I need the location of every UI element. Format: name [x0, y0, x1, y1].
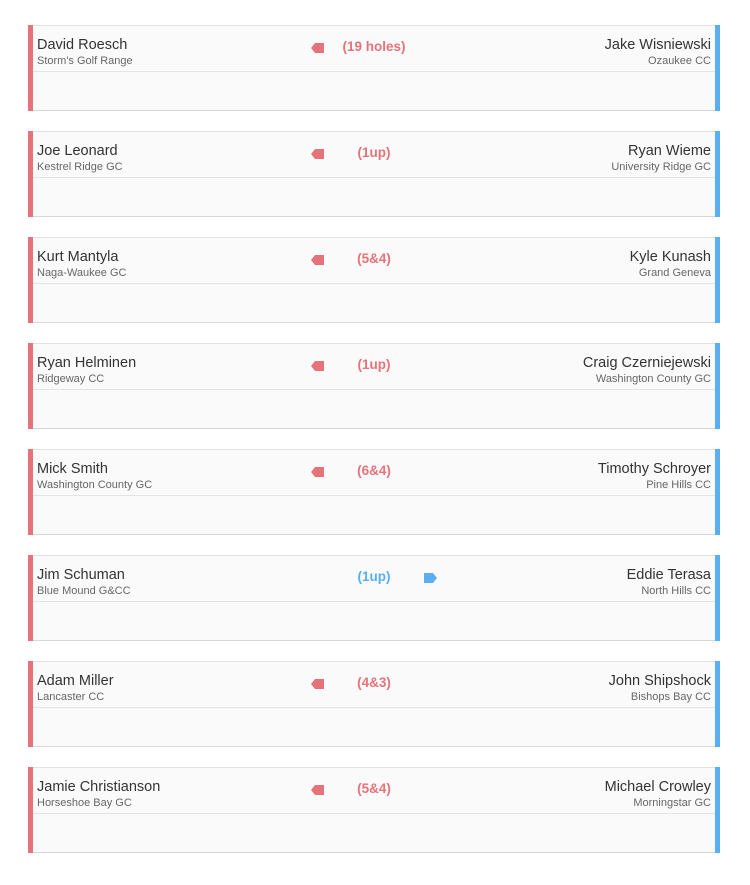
winner-flag-left-icon: [311, 679, 324, 689]
left-player-name[interactable]: Ryan Helminen: [37, 355, 137, 371]
right-side-color-bar: [715, 555, 720, 641]
right-player-club: Grand Geneva: [638, 267, 711, 279]
match-card[interactable]: [28, 343, 720, 429]
match-result: (19 holes): [342, 39, 406, 54]
match-result: (5&4): [357, 781, 391, 796]
winner-flag-left-icon: [311, 43, 324, 53]
right-player: [598, 461, 711, 492]
left-side-color-bar: [28, 767, 33, 853]
right-player: [630, 249, 711, 280]
right-side-color-bar: [715, 25, 720, 111]
left-player: [37, 567, 131, 598]
right-player-club: Washington County GC: [595, 373, 711, 385]
right-player: [583, 355, 711, 386]
left-player-club: Washington County GC: [37, 479, 153, 491]
left-player-name[interactable]: Mick Smith: [37, 461, 108, 477]
card-divider: [33, 71, 715, 72]
left-player-club: Lancaster CC: [37, 691, 105, 703]
left-player-name[interactable]: Adam Miller: [37, 673, 114, 689]
match-card[interactable]: [28, 131, 720, 217]
match-card[interactable]: [28, 237, 720, 323]
match-result: (4&3): [357, 675, 391, 690]
right-player: [605, 37, 711, 68]
card-divider: [33, 389, 715, 390]
left-player-name[interactable]: Jim Schuman: [37, 567, 125, 583]
winner-flag-left-icon: [311, 149, 324, 159]
left-player-name[interactable]: David Roesch: [37, 37, 128, 53]
right-player-name[interactable]: Craig Czerniejewski: [582, 355, 711, 371]
right-player-name[interactable]: Ryan Wieme: [628, 143, 711, 159]
left-player-club: Storm's Golf Range: [37, 55, 133, 67]
left-player: [37, 143, 123, 174]
left-player-name[interactable]: Kurt Mantyla: [37, 249, 119, 265]
left-side-color-bar: [28, 25, 33, 111]
winner-flag-left-icon: [311, 467, 324, 477]
left-player: [37, 249, 126, 280]
card-divider: [33, 177, 715, 178]
left-player: [37, 673, 114, 704]
winner-flag-right-icon: [424, 573, 437, 583]
left-player-name[interactable]: Jamie Christianson: [37, 779, 161, 795]
match-result: (6&4): [357, 463, 391, 478]
right-player-name[interactable]: Timothy Schroyer: [597, 461, 711, 477]
right-side-color-bar: [715, 449, 720, 535]
match-result: (1up): [357, 145, 391, 160]
left-player: [37, 37, 133, 68]
right-side-color-bar: [715, 767, 720, 853]
match-card[interactable]: [28, 661, 720, 747]
right-player-club: Bishops Bay CC: [630, 691, 711, 703]
left-side-color-bar: [28, 449, 33, 535]
winner-flag-left-icon: [311, 785, 324, 795]
match-card[interactable]: [28, 555, 720, 641]
right-player-name[interactable]: John Shipshock: [608, 673, 711, 689]
card-divider: [33, 707, 715, 708]
left-side-color-bar: [28, 661, 33, 747]
left-side-color-bar: [28, 237, 33, 323]
right-player-name[interactable]: Eddie Terasa: [626, 567, 711, 583]
right-side-color-bar: [715, 237, 720, 323]
match-card[interactable]: [28, 767, 720, 853]
right-player: [605, 779, 711, 810]
card-divider: [33, 495, 715, 496]
left-player: [37, 355, 136, 386]
match-result: (1up): [357, 357, 391, 372]
right-player: [611, 143, 711, 174]
left-player-club: Blue Mound G&CC: [37, 585, 131, 597]
card-divider: [33, 813, 715, 814]
left-side-color-bar: [28, 131, 33, 217]
right-player: [609, 673, 711, 704]
match-result: (5&4): [357, 251, 391, 266]
card-divider: [33, 283, 715, 284]
card-divider: [33, 601, 715, 602]
left-player-club: Ridgeway CC: [37, 373, 105, 385]
left-player-club: Naga-Waukee GC: [37, 267, 127, 279]
match-card[interactable]: [28, 25, 720, 111]
right-player: [627, 567, 711, 598]
right-player-name[interactable]: Michael Crowley: [604, 779, 711, 795]
right-player-club: Morningstar GC: [633, 797, 711, 809]
right-side-color-bar: [715, 661, 720, 747]
winner-flag-left-icon: [311, 361, 324, 371]
left-side-color-bar: [28, 555, 33, 641]
right-side-color-bar: [715, 131, 720, 217]
left-player-name[interactable]: Joe Leonard: [37, 143, 118, 159]
right-player-club: North Hills CC: [641, 585, 711, 597]
winner-flag-left-icon: [311, 255, 324, 265]
left-player: [37, 461, 152, 492]
left-player-club: Kestrel Ridge GC: [37, 161, 123, 173]
right-player-name[interactable]: Kyle Kunash: [629, 249, 711, 265]
right-side-color-bar: [715, 343, 720, 429]
right-player-club: University Ridge GC: [611, 161, 711, 173]
right-player-club: Pine Hills CC: [646, 479, 711, 491]
left-player: [37, 779, 160, 810]
left-side-color-bar: [28, 343, 33, 429]
right-player-club: Ozaukee CC: [648, 55, 711, 67]
right-player-name[interactable]: Jake Wisniewski: [604, 37, 711, 53]
match-card[interactable]: [28, 449, 720, 535]
left-player-club: Horseshoe Bay GC: [37, 797, 132, 809]
match-result: (1up): [357, 569, 391, 584]
